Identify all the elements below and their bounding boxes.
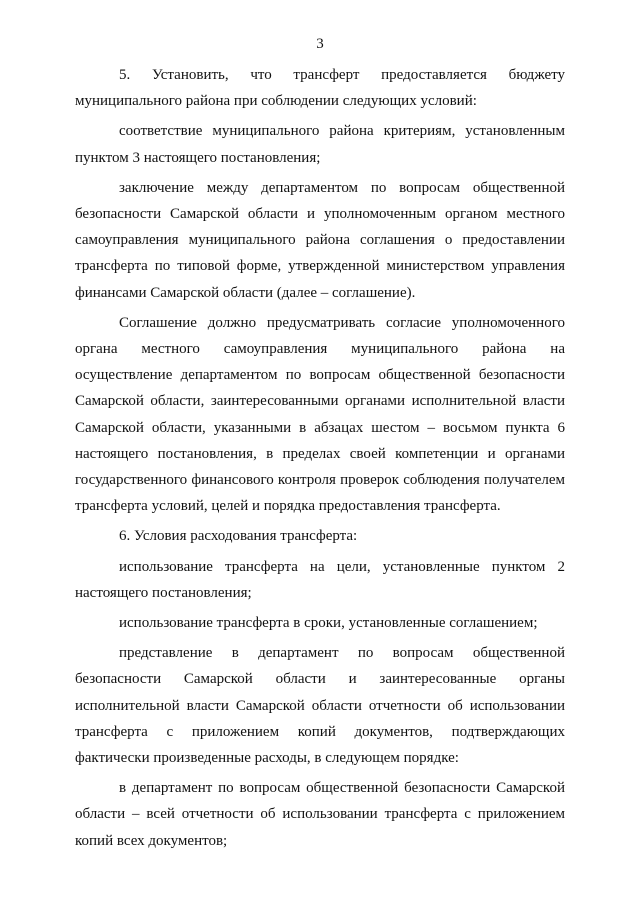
paragraph-item-6: 6. Условия расходования трансферта: bbox=[119, 528, 358, 545]
paragraph-reporting-department: в департамент по вопросам общественной безопасности Самарской области – всей отчетности об использовании трансферта с приложением копий всех документов; bbox=[75, 780, 565, 849]
paragraph-agreement-consent: Соглашение должно предусматривать согласие уполномоченного органа местного самоуправления муниципального района на осуществление департаментом по вопросам общественной безопасности Самарской области, заинтересованными органами исполнительной власти Самарской области, указанными в абзацах шестом – восьмом пункта 6 настоящего постановления, в пределах своей компетенции и органами государственного финансового контроля проверок соблюдения получателем трансферта условий, целей и порядка предоставления трансферта. bbox=[75, 314, 565, 515]
paragraph-criteria: соответствие муниципального района критериям, установленным пунктом 3 настоящего постановления; bbox=[75, 123, 565, 166]
paragraph-item-5: 5. Установить, что трансферт предоставляется бюджету муниципального района при соблюдении следующих условий: bbox=[75, 67, 565, 110]
paragraph-agreement: заключение между департаментом по вопросам общественной безопасности Самарской области и уполномоченным органом местного самоуправления муниципального района соглашения о предоставлении трансферта по типовой форме, утвержденной министерством управления финансами Самарской области (далее – соглашение). bbox=[75, 179, 565, 301]
paragraph-reporting: представление в департамент по вопросам общественной безопасности Самарской области и заинтересованные органы исполнительной власти Самарской области отчетности об использовании трансферта с приложением копий документов, подтверждающих фактически произведенные расходы, в следующем порядке: bbox=[75, 645, 565, 767]
paragraph-use-terms: использование трансферта в сроки, установленные соглашением; bbox=[119, 615, 538, 632]
paragraph-use-purpose: использование трансферта на цели, установленные пунктом 2 настоящего постановления; bbox=[75, 558, 565, 601]
page-number: 3 bbox=[316, 36, 324, 52]
